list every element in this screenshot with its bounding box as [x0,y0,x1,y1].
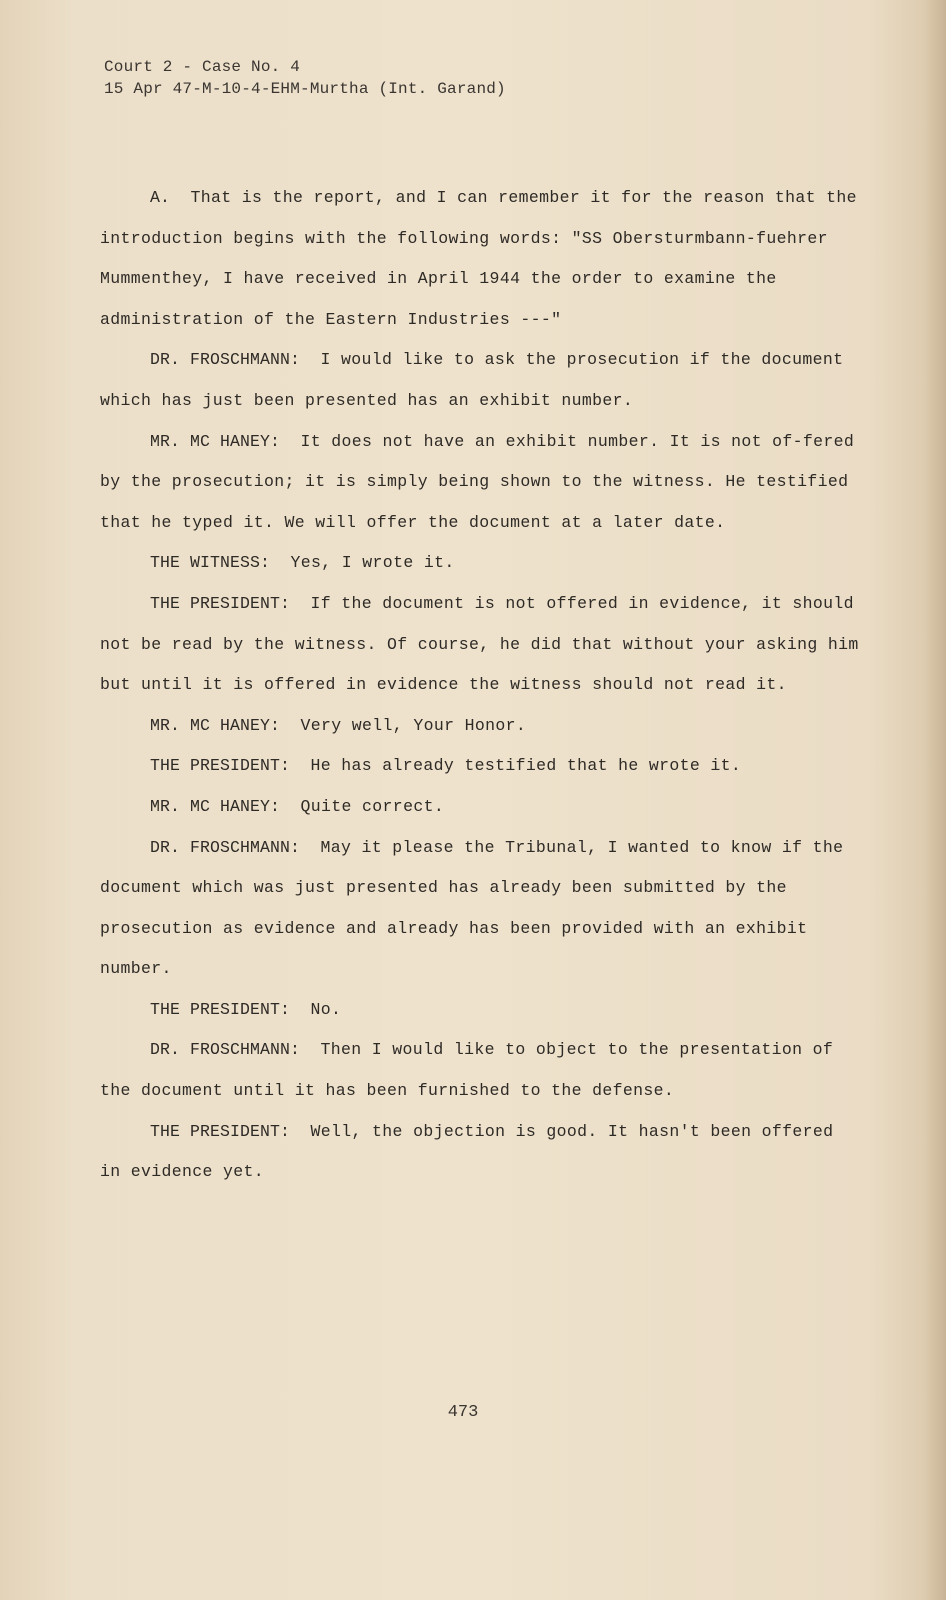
speaker-label: DR. FROSCHMANN: [150,1040,301,1060]
paragraph-text: Yes, I wrote it. [290,553,455,573]
speaker-label: DR. FROSCHMANN: [150,350,301,370]
transcript-paragraph [100,746,860,787]
transcript-paragraph [100,1112,860,1193]
paragraph-text: Very well, Your Honor. [300,715,527,735]
paragraph-text: Well, the objection is good. It hasn't been offered in evidence yet. [100,1121,834,1182]
paragraph-text: That is the report, and I can remember it for the reason that the introduction begins with the following words: "SS Obersturmbann-fuehrer Mummenthey, I have received in April 1944 the order to examine the administration of the Eastern Industries ---" [100,188,857,329]
transcript-body [100,178,860,1193]
transcript-paragraph [100,828,860,990]
page-edge-shadow [924,0,946,1600]
transcript-paragraph [100,340,860,421]
page-number: 473 [447,1403,479,1422]
paragraph-text: Quite correct. [300,796,445,816]
transcript-paragraph [100,990,860,1031]
paragraph-text: If the document is not offered in evidence, it should not be read by the witness. Of course, he did that without your asking him but until it is offered in evidence the witness should not read it. [100,593,859,695]
transcript-paragraph [100,787,860,828]
speaker-label: THE WITNESS: [150,553,271,573]
speaker-label: MR. MC HANEY: [150,715,281,735]
transcript-paragraph [100,1030,860,1111]
page-header [104,56,506,100]
transcript-paragraph [100,584,860,706]
transcript-paragraph [100,706,860,747]
paragraph-text: He has already testified that he wrote it. [310,756,742,776]
session-line: 15 Apr 47-M-10-4-EHM-Murtha (Int. Garand) [104,80,506,98]
speaker-label: THE PRESIDENT: [150,756,291,776]
speaker-label: MR. MC HANEY: [150,796,281,816]
speaker-label: A. [150,188,171,207]
speaker-label: MR. MC HANEY: [150,431,281,451]
transcript-paragraph [100,178,860,340]
paragraph-text: May it please the Tribunal, I wanted to know if the document which was just presented has already been submitted by the prosecution as evidence and already has been provided with an exhibit number. [100,837,844,979]
speaker-label: THE PRESIDENT: [150,1121,291,1141]
transcript-paragraph [100,543,860,584]
paragraph-text: It does not have an exhibit number. It is not of-fered by the prosecution; it is simply being shown to the witness. He testified that he typed it. We will offer the document at a later date. [100,431,855,532]
speaker-label: THE PRESIDENT: [150,593,291,613]
paragraph-text: Then I would like to object to the presentation of the document until it has been furnished to the defense. [100,1040,834,1101]
paragraph-text: No. [310,999,342,1019]
transcript-paragraph [100,422,860,544]
paragraph-text: I would like to ask the prosecution if the document which has just been presented has an exhibit number. [100,350,844,410]
case-line: Court 2 - Case No. 4 [104,58,301,76]
speaker-label: THE PRESIDENT: [150,999,291,1019]
speaker-label: DR. FROSCHMANN: [150,837,301,857]
